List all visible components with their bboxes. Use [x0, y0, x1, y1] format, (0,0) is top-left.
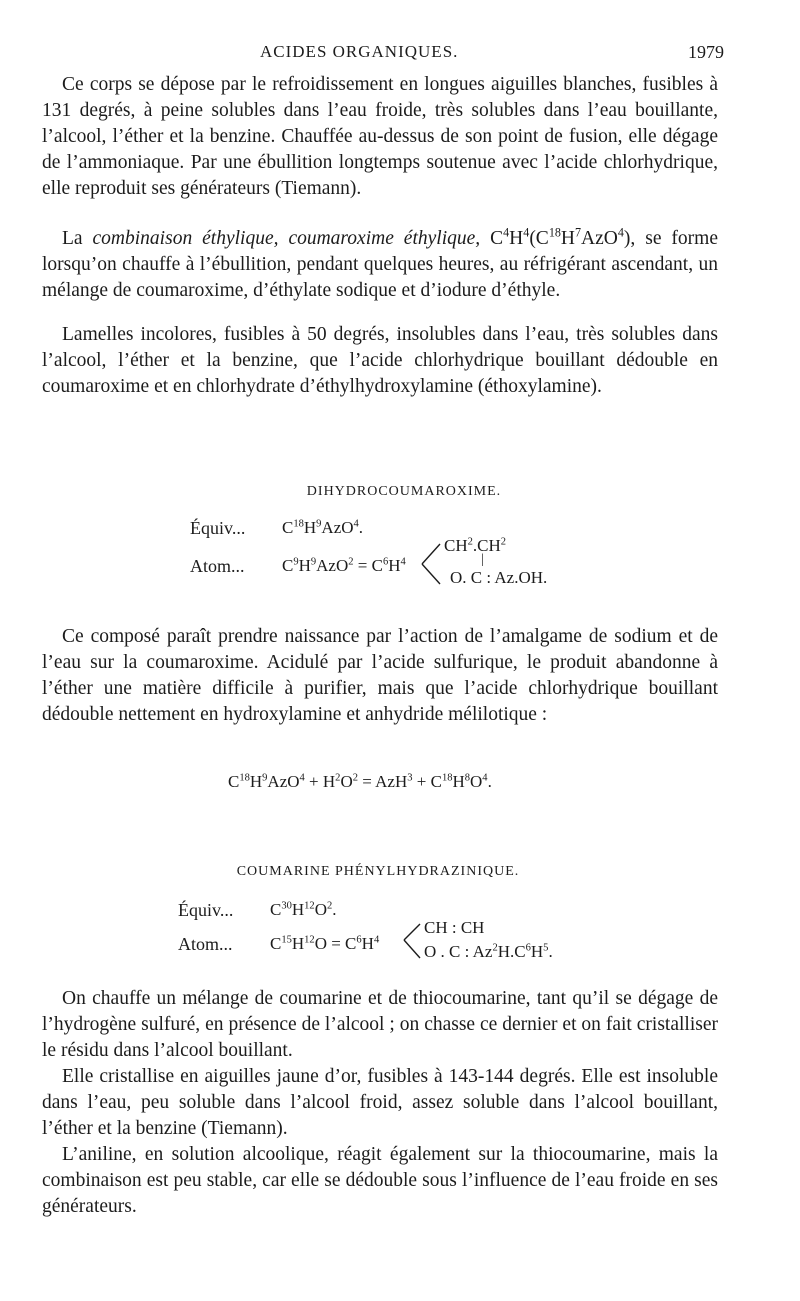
paragraph-2-rest: se forme lorsqu’on chauffe à l’ébullition, pendant quelques heures, au réfrigérant ascendant, un mélange de coumaroxime, d’éthylate sodique et d’iodure d’éthyle.: [42, 228, 718, 301]
page-header: [0, 42, 800, 66]
reaction-equation: $C^{18}H^9AzO^4 + H^2O^2 = AzH^3 + C^{18}H^8O^4$.: [228, 772, 492, 791]
branch-top-2: CH : CH: [424, 918, 485, 937]
section-title-dihydrocoumaroxime: DIHYDROCOUMAROXIME.: [306, 484, 502, 499]
paragraph-6: Elle cristallise en aiguilles jaune d’or, fusibles à 143-144 degrés. Elle est insoluble dans l’eau, peu soluble dans l’alcool froid, assez soluble dans l’alcool bouillant, l’éther et la benzine (Tiemann).: [42, 1066, 718, 1139]
paragraph-4: Ce composé paraît prendre naissance par l’action de l’amalgame de sodium et de l’eau sur la coumaroxime. Acidulé par l’acide sulfurique, le produit abandonne à l’éther une matière difficile à purifier, mais que l’acide chlorhydrique bouillant dédouble nettement en hydroxylamine et anhydride mélilotique :: [42, 626, 718, 725]
equiv-label-2: Équiv...: [178, 900, 234, 920]
atom-label-2: Atom...: [178, 934, 233, 954]
paragraph-2-lead: La: [62, 228, 93, 249]
running-title: ACIDES ORGANIQUES.: [260, 42, 459, 61]
equiv-formula-2: $C^{30}H^{12}O^2$.: [270, 900, 337, 919]
paragraph-2-formula: $C^4H^4(C^{18}H^7AzO^4)$,: [480, 225, 636, 249]
branch-bond-1: |: [481, 552, 484, 567]
branch-bottom-1: O. C : Az.OH.: [450, 568, 548, 587]
atom-formula-2: $C^{15}H^{12}O = C^6H^4$: [270, 934, 380, 953]
equiv-formula-1: $C^{18}H^9AzO^4$.: [282, 518, 364, 537]
paragraph-2-italic: combinaison éthylique, coumaroxime éthylique,: [92, 228, 481, 249]
paragraph-1: Ce corps se dépose par le refroidissement en longues aiguilles blanches, fusibles à 131 degrés, à peine solubles dans l’eau froide, très solubles dans l’eau bouillante, l’alcool, l’éther et la benzine. Chauffée au-dessus de son point de fusion, elle dégage de l’ammoniaque. Par une ébullition longtemps soutenue avec l’acide chlorhydrique, elle reproduit ses générateurs (Tiemann).: [42, 74, 718, 199]
atom-label-1: Atom...: [190, 556, 245, 576]
paragraph-7: L’aniline, en solution alcoolique, réagit également sur la thiocoumarine, mais la combinaison est peu stable, car elle se dédouble sous l’influence de l’eau froide en ses générateurs.: [42, 1144, 718, 1217]
paragraph-3: Lamelles incolores, fusibles à 50 degrés, insolubles dans l’eau, très solubles dans l’alcool, l’éther et la benzine, que l’acide chlorhydrique bouillant dédouble en coumaroxime et en chlorhydrate d’éthylhydroxylamine (éthoxylamine).: [42, 324, 718, 397]
paragraph-2: [42, 226, 718, 304]
atom-formula-1: $C^9H^9AzO^2 = C^6H^4$: [282, 556, 406, 575]
branch-bottom-2: O . C : $Az^2H.C^6H^5$.: [424, 942, 553, 961]
branch-top-1: $CH^2.CH^2$: [444, 536, 507, 555]
equiv-label-1: Équiv...: [190, 518, 246, 538]
page-number: 1979: [688, 42, 724, 62]
paragraph-5: On chauffe un mélange de coumarine et de thiocoumarine, tant qu’il se dégage de l’hydrogène sulfuré, en présence de l’alcool ; on chasse ce dernier et on fait cristalliser le résidu dans l’alcool bouillant.: [42, 988, 718, 1061]
section-title-coumarine-phenylhydrazinique: COUMARINE PHÉNYLHYDRAZINIQUE.: [236, 864, 520, 879]
